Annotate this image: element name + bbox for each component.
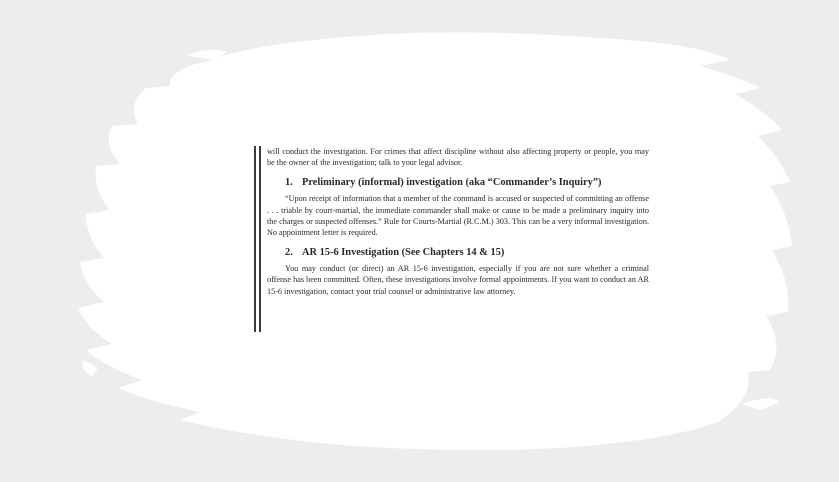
section-title: Preliminary (informal) investigation (aka “Commander’s Inquiry”) [302, 177, 602, 189]
section-body: “Upon receipt of information that a member of the command is accused or suspected of committing an offense . . . triable by court-martial, the immediate commander shall make or cause to be made a preliminary inquiry into the charges or suspected offenses.” Rule for Courts-Martial (R.C.M.) 303. This can be a very informal investigation. No appointment letter is required. [267, 194, 649, 238]
section-body: You may conduct (or direct) an AR 15-6 investigation, especially if you are not sure whether a criminal offense has been committed. Often, these investigations involve formal appointments. If you want to conduct an AR 15-6 investigation, contact your trial counsel or administrative law attorney. [267, 264, 649, 296]
change-bar-line [259, 146, 261, 332]
intro-paragraph: will conduct the investigation. For crimes that affect discipline without also affecting property or people, you may be the owner of the investigation; talk to your legal advisor. [267, 147, 649, 168]
section-number: 2. [285, 247, 293, 259]
document-content [267, 146, 649, 297]
section-heading [285, 246, 649, 259]
section-number: 1. [285, 177, 293, 189]
change-bar-line [254, 146, 256, 332]
section-heading [285, 176, 649, 189]
change-bar [254, 146, 262, 332]
section-title: AR 15-6 Investigation (See Chapters 14 & 15) [302, 247, 505, 259]
